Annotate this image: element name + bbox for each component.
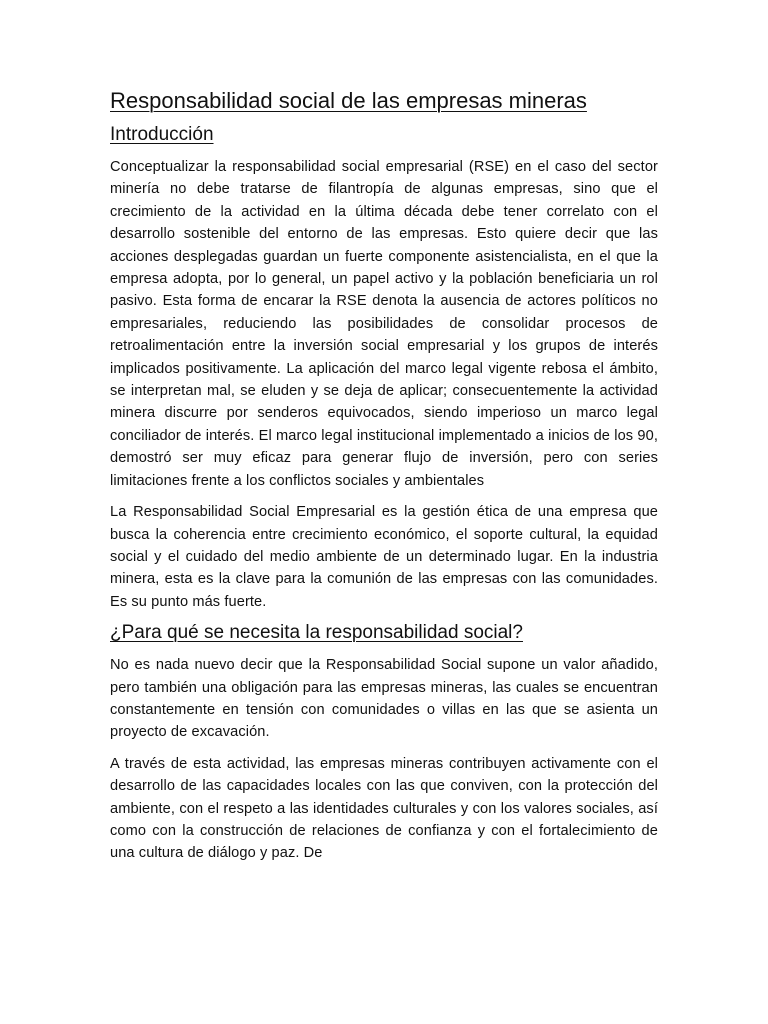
paragraph-para-que-1: No es nada nuevo decir que la Responsabilidad Social supone un valor añadido, pero también una obligación para las empresas mineras, las cuales se encuentran constantemente en tensión con comunidades o villas en las que se asienta un proyecto de excavación. [110,657,658,741]
section-heading-para-que: ¿Para qué se necesita la responsabilidad social? [110,622,523,644]
document-page [110,86,658,874]
section-heading-introduccion: Introducción [110,124,214,145]
paragraph-para-que-2: A través de esta actividad, las empresas mineras contribuyen activamente con el desarrollo de las capacidades locales con las que conviven, con la protección del ambiente, con el respeto a las identidades culturales y con los valores sociales, así como con la construcción de relaciones de confianza y con el fortalecimiento de una cultura de diálogo y paz. De [110,755,658,862]
paragraph-intro-1: Conceptualizar la responsabilidad social empresarial (RSE) en el caso del sector minería no debe tratarse de filantropía de algunas empresas, sino que el crecimiento de la actividad en la última década debe tener correlato con el desarrollo sostenible del entorno de las empresas. Esto quiere decir que las acciones desplegadas guardan un fuerte componente asistencialista, en el que la empresa adopta, por lo general, un papel activo y la población beneficiaria un rol pasivo. Esta forma de encarar la RSE denota la ausencia de actores políticos no empresariales, reduciendo las posibilidades de consolidar procesos de retroalimentación entre la inversión social empresarial y los grupos de interés implicados positivamente. La aplicación del marco legal vigente rebosa el ámbito, se interpretan mal, se eluden y se deja de aplicar; consecuentemente la actividad minera discurre por senderos equivocados, siendo imperioso un marco legal conciliador de interés. El marco legal institucional implementado a inicios de los 90, demostró ser muy eficaz para generar flujo de inversión, pero con series limitaciones frente a los conflictos sociales y ambientales [110,159,658,489]
paragraph-intro-2: La Responsabilidad Social Empresarial es la gestión ética de una empresa que busca la coherencia entre crecimiento económico, el soporte cultural, la equidad social y el cuidado del medio ambiente de un determinado lugar. En la industria minera, esta es la clave para la comunión de las empresas con las comunidades. Es su punto más fuerte. [110,504,658,610]
document-title: Responsabilidad social de las empresas mineras [110,88,587,113]
